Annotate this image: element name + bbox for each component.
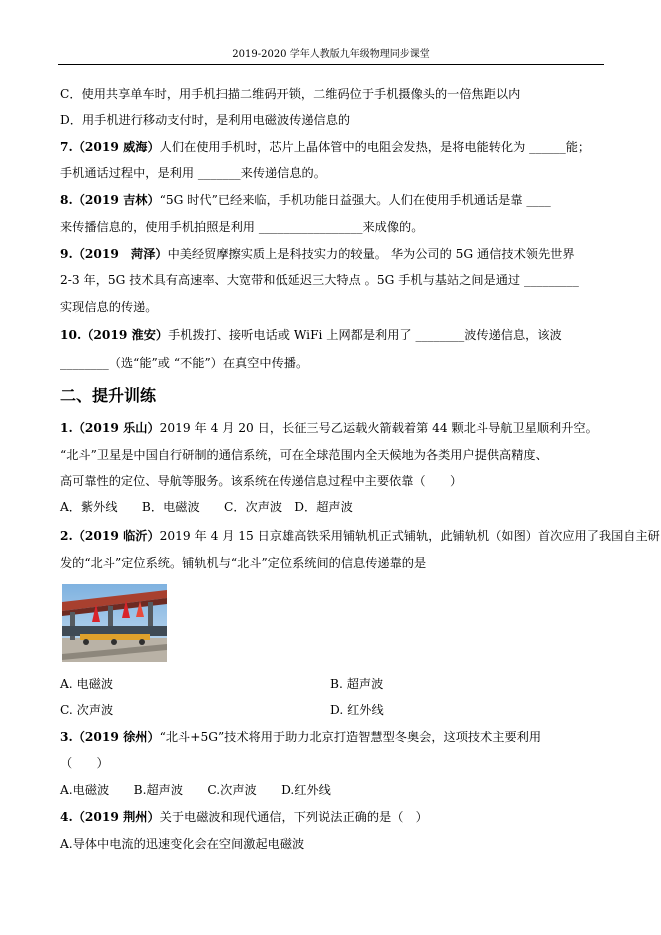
practice-3-text: “北斗+5G”技术将用于助力北京打造智慧型冬奥会，这项技术主要利用 <box>159 730 542 744</box>
question-8-line-2: 来传播信息的，使用手机拍照是利用 _________________来成像的。 <box>60 220 424 234</box>
practice-2-line-2: 发的“北斗”定位系统。铺轨机与“北斗”定位系统间的信息传递靠的是 <box>60 556 427 570</box>
practice-1-options: A．紫外线 B．电磁波 C．次声波 D．超声波 <box>60 500 353 514</box>
practice-2-line-1 <box>60 528 660 544</box>
practice-1-text: 2019 年 4 月 20 日，长征三号乙运载火箭载着第 44 颗北斗导航卫星顺利升空。 <box>159 421 598 435</box>
practice-2-option-c: C. 次声波 <box>60 703 114 717</box>
practice-1-line-3: 高可靠性的定位、导航等服务。该系统在传递信息过程中主要依靠（ ） <box>60 474 463 488</box>
question-7-line-2: 手机通话过程中，是利用 _______来传递信息的。 <box>60 166 326 180</box>
question-10-line-2: ________（选“能”或 “不能”）在真空中传播。 <box>60 356 309 370</box>
practice-2-option-a: A. 电磁波 <box>60 677 114 691</box>
question-10-text: 手机拨打、接听电话或 WiFi 上网都是利用了 ________波传递信息，该波 <box>168 328 562 342</box>
track-laying-machine-image <box>62 584 167 662</box>
practice-2-option-b: B. 超声波 <box>330 677 384 691</box>
option-c-line: C．使用共享单车时，用手机扫描二维码开锁，二维码位于手机摄像头的一倍焦距以内 <box>60 87 521 101</box>
question-9-line-1 <box>60 246 575 262</box>
practice-4-option-a: A.导体中电流的迅速变化会在空间激起电磁波 <box>60 837 305 851</box>
practice-4-text: 关于电磁波和现代通信，下列说法正确的是（ ） <box>159 810 428 824</box>
practice-1-line-1 <box>60 420 598 436</box>
practice-4-line-1 <box>60 809 428 825</box>
practice-1-number: 1.（2019 乐山） <box>60 421 160 435</box>
question-8-line-1 <box>60 192 551 208</box>
practice-4-number: 4.（2019 荆州） <box>60 810 160 824</box>
question-9-line-2: 2-3 年，5G 技术具有高速率、大宽带和低延迟三大特点 。5G 手机与基站之间是通过 _________ <box>60 273 579 287</box>
question-9-text: 中美经贸摩擦实质上是科技实力的较量。 华为公司的 5G 通信技术领先世界 <box>167 247 575 261</box>
question-7-number: 7.（2019 威海） <box>60 140 160 154</box>
practice-2-number: 2.（2019 临沂） <box>60 529 160 543</box>
page-header: 2019-2020 学年人教版九年级物理同步课堂 <box>232 49 430 60</box>
question-10-line-1 <box>60 327 562 343</box>
practice-3-number: 3.（2019 徐州） <box>60 730 160 744</box>
practice-3-line-1 <box>60 729 541 745</box>
question-9-line-3: 实现信息的传递。 <box>60 300 158 314</box>
practice-3-line-2: （ ） <box>60 756 109 770</box>
question-7-line-1 <box>60 139 590 155</box>
header-rule <box>58 64 604 65</box>
question-10-number: 10.（2019 淮安） <box>60 328 169 342</box>
practice-1-line-2: “北斗”卫星是中国自行研制的通信系统，可在全球范围内全天候地为各类用户提供高精度、 <box>60 448 548 462</box>
question-8-text: “5G 时代”已经来临，手机功能日益强大。人们在使用手机通话是靠 ____ <box>159 193 551 207</box>
question-9-number: 9.（2019 菏泽） <box>60 247 168 261</box>
practice-2-text: 2019 年 4 月 15 日京雄高铁采用铺轨机正式铺轨，此铺轨机（如图）首次应用了我国自主研 <box>159 529 660 543</box>
option-d-line: D．用手机进行移动支付时，是利用电磁波传递信息的 <box>60 113 351 127</box>
section-heading: 二、提升训练 <box>60 386 157 405</box>
practice-2-option-d: D. 红外线 <box>330 703 384 717</box>
practice-3-options: A.电磁波 B.超声波 C.次声波 D.红外线 <box>60 783 331 797</box>
track-laying-machine-photo <box>62 584 167 662</box>
question-8-number: 8.（2019 吉林） <box>60 193 160 207</box>
question-7-text: 人们在使用手机时，芯片上晶体管中的电阻会发热，是将电能转化为 ______能； <box>159 140 591 154</box>
